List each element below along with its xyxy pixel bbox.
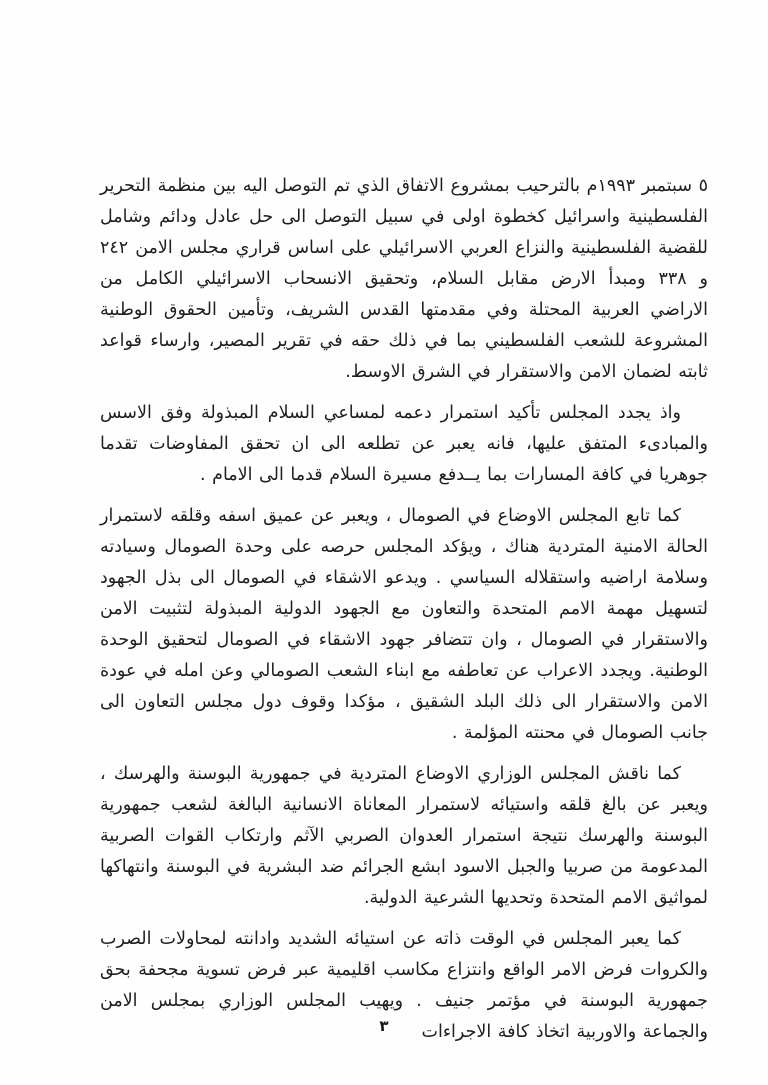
page-footer xyxy=(0,1014,768,1038)
paragraph-continuation-peace-accord: ٥ سبتمبر ١٩٩٣م بالترحيب بمشروع الاتفاق الذي تم التوصل اليه بين منظمة التحرير الفلسطينية واسرائيل كخطوة اولى في سبيل التوصل الى حل عادل ودائم وشامل للقضية الفلسطينية والنزاع العربي الاسرائيلي على اساس قراري مجلس الامن ٢٤٢ و ٣٣٨ ومبدأ الارض مقابل السلام، وتحقيق الانسحاب الاسرائيلي الكامل من الاراضي العربية المحتلة وفي مقدمتها القدس الشريف، وتأمين الحقوق الوطنية المشروعة للشعب الفلسطيني بما في ذلك حقه في تقرير المصير، وارساء قواعد ثابته لضمان الامن والاستقرار في الشرق الاوسط. xyxy=(100,176,709,382)
page-number: ٣ xyxy=(379,1017,389,1035)
paragraph-peace-process-support: واذ يجدد المجلس تأكيد استمرار دعمه لمساعي السلام المبذولة وفق الاسس والمبادىء المتفق عليها، فانه يعبر عن تطلعه الى ان تحقق المفاوضات تقدما جوهريا في كافة المسارات بما يــدفع مسيرة السلام قدما الى الامام . xyxy=(100,403,708,485)
paragraph-somalia-situation: كما تابع المجلس الاوضاع في الصومال ، ويعبر عن عميق اسفه وقلقه لاستمرار الحالة الامنية المتردية هناك ، ويؤكد المجلس حرصه على وحدة الصومال وسيادته وسلامة اراضيه واستقلاله السياسي . ويدعو الاشقاء في الصومال الى بذل الجهود لتسهيل مهمة الامم المتحدة والتعاون مع الجهود الدولية المبذولة لتثبيت الامن والاستقرار في الصومال ، وان تتضافر جهود الاشقاء في الصومال لتحقيق الوحدة الوطنية. ويجدد الاعراب عن تعاطفه مع ابناء الشعب الصومالي وعن امله في عودة الامن والاستقرار الى ذلك البلد الشقيق ، مؤكدا وقوف دول مجلس التعاون الى جانب الصومال في محنته المؤلمة . xyxy=(100,506,708,743)
paragraph-bosnia-situation: كما ناقش المجلس الوزاري الاوضاع المتردية في جمهورية البوسنة والهرسك ، ويعبر عن بالغ قلقه واستيائه لاستمرار المعاناة الانسانية البالغة لشعب جمهورية البوسنة والهرسك نتيجة استمرار العدوان الصربي الآثم وارتكاب القوات الصربية المدعومة من صربيا والجبل الاسود ابشع الجرائم ضد البشرية في البوسنة وانتهاكها لمواثيق الامم المتحدة وتحديها الشرعية الدولية. xyxy=(100,764,708,908)
paragraph-bosnia-condemnation: كما يعبر المجلس في الوقت ذاته عن استيائه الشديد وادانته لمحاولات الصرب والكروات فرض الامر الواقع وانتزاع مكاسب اقليمية عبر فرض تسوية مجحفة بحق جمهورية البوسنة في مؤتمر جنيف . ويهيب المجلس الوزاري بمجلس الامن والجماعة والاوربية اتخاذ كافة الاجراءات xyxy=(100,929,708,1042)
document-body xyxy=(100,171,708,1058)
